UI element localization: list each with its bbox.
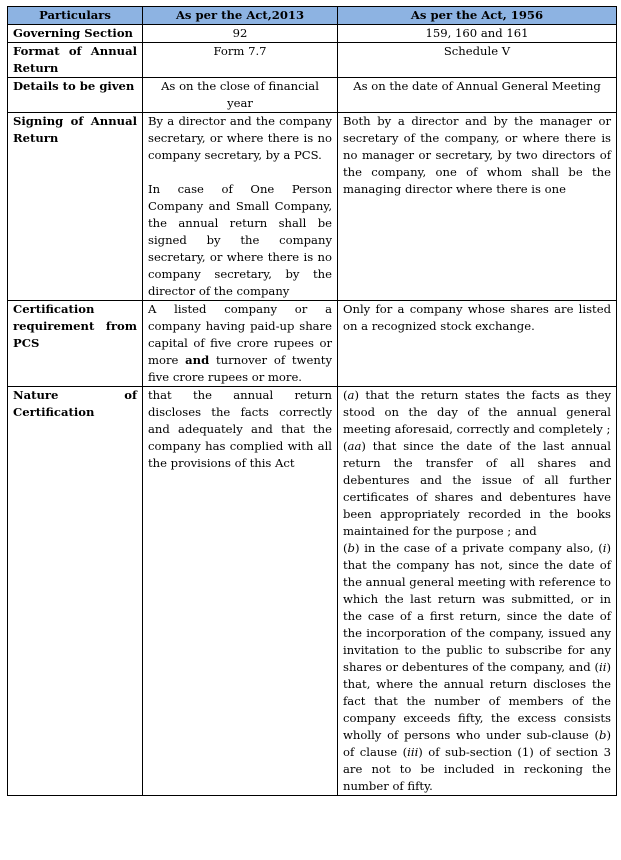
- clause-text: ) of clause (: [343, 728, 611, 759]
- label-line: Certification: [13, 405, 95, 419]
- table-row: [8, 78, 617, 113]
- clause-text: in the case of a private company also, (: [359, 541, 603, 555]
- clause-marker: i: [602, 541, 607, 555]
- table-row: [8, 25, 617, 43]
- cell-act-2013: As on the close of financial year: [143, 78, 338, 113]
- table-row: [8, 301, 617, 387]
- cell-act-1956: Both by a director and by the manager or secretary of the company, or where there is no manager or secretary, by two directors of the company, one of whom shall be the managing director where there is one: [338, 113, 617, 301]
- emphasis-and: and: [185, 353, 210, 367]
- cell-act-2013: that the annual return discloses the facts correctly and adequately and that the company has complied with all the provisions of this Act: [143, 387, 338, 796]
- cell-act-1956: 159, 160 and 161: [338, 25, 617, 43]
- paragraph: In case of One Person Company and Small Company, the annual return shall be signed by the company secretary, or where there is no company secretary, by the director of the company: [148, 182, 332, 298]
- clause-marker: ii: [599, 660, 607, 674]
- clause-text: ) of sub-section (1) of section 3 are not to be included in reckoning the number of fifty.: [343, 745, 612, 793]
- clause-text: ) that the company has not, since the date of the annual general meeting with reference to which the last return was submitted, or in the case of a first return, since the date of the incorporation of the company, issued any invitation to the public to subscribe for any shares or debentures of the company, and (: [343, 541, 611, 674]
- header-act-1956: As per the Act, 1956: [338, 7, 617, 25]
- comparison-table: [7, 6, 617, 796]
- table-row: [8, 387, 617, 796]
- paragraph-gap: [148, 164, 332, 181]
- cell-act-1956: Only for a company whose shares are listed on a recognized stock exchange.: [338, 301, 617, 387]
- clause-marker: iii: [407, 745, 419, 759]
- row-label: Governing Section: [8, 25, 143, 43]
- label-line: Nature of: [13, 388, 137, 402]
- cell-act-1956: As on the date of Annual General Meeting: [338, 78, 617, 113]
- table-row: [8, 113, 617, 301]
- clause-text: ) that, where the annual return discloses the fact that the number of members of the company exceeds fifty, the excess consists wholly of persons who under sub-clause (: [343, 660, 611, 742]
- cell-act-2013: 92: [143, 25, 338, 43]
- header-particulars: Particulars: [8, 7, 143, 25]
- clause-text: that since the date of the last annual return the transfer of all shares and debentures and the issue of all further certificates of shares and debentures have been appropriately recorded in the books maintained for the purpose ; and: [343, 439, 611, 538]
- row-label: Details to be given: [8, 78, 143, 113]
- row-label: Signing of Annual Return: [8, 113, 143, 301]
- clause-marker: b: [347, 541, 355, 555]
- table-row: [8, 43, 617, 78]
- clause-marker: aa: [347, 439, 362, 453]
- cell-act-1956: [338, 387, 617, 796]
- text-segment: A listed company or a company having paid-up share capital of five crore rupees or more: [148, 302, 332, 367]
- clause-marker: b: [599, 728, 607, 742]
- text-segment: turnover of twenty five crore rupees or more.: [148, 353, 333, 384]
- cell-act-2013: [143, 301, 338, 387]
- clause-a: (a) that the return states the facts as they stood on the day of the annual general meeting aforesaid, correctly and completely ;: [343, 388, 611, 436]
- header-act-2013: As per the Act,2013: [143, 7, 338, 25]
- paragraph: By a director and the company secretary, or where there is no company secretary, by a PCS.: [148, 114, 332, 162]
- cell-act-2013: [143, 113, 338, 301]
- row-label: [8, 387, 143, 796]
- row-label: Format of Annual Return: [8, 43, 143, 78]
- clause-text: that the return states the facts as they stood on the day of the annual general meeting aforesaid, correctly and completely ;: [343, 388, 611, 436]
- clause-marker: a: [347, 388, 355, 402]
- cell-act-2013: Form 7.7: [143, 43, 338, 78]
- clause-aa: (aa) that since the date of the last annual return the transfer of all shares and debentures and the issue of all further certificates of shares and debentures have been appropriately recorded in the books maintained for the purpose ; and: [343, 439, 611, 538]
- cell-act-1956: Schedule V: [338, 43, 617, 78]
- row-label: Certification requirement from PCS: [8, 301, 143, 387]
- clause-b: (b) in the case of a private company also, (i) that the company has not, since the date of the annual general meeting with reference to which the last return was submitted, or in the case of a first return, since the date of the incorporation of the company, issued any invitation to the public to subscribe for any shares or debentures of the company, and (ii) that, where the annual return discloses the fact that the number of members of the company exceeds fifty, the excess consists wholly of persons who under sub-clause (b) of clause (iii) of sub-section (1) of section 3 are not to be included in reckoning the number of fifty.: [343, 541, 612, 793]
- header-row: [8, 7, 617, 25]
